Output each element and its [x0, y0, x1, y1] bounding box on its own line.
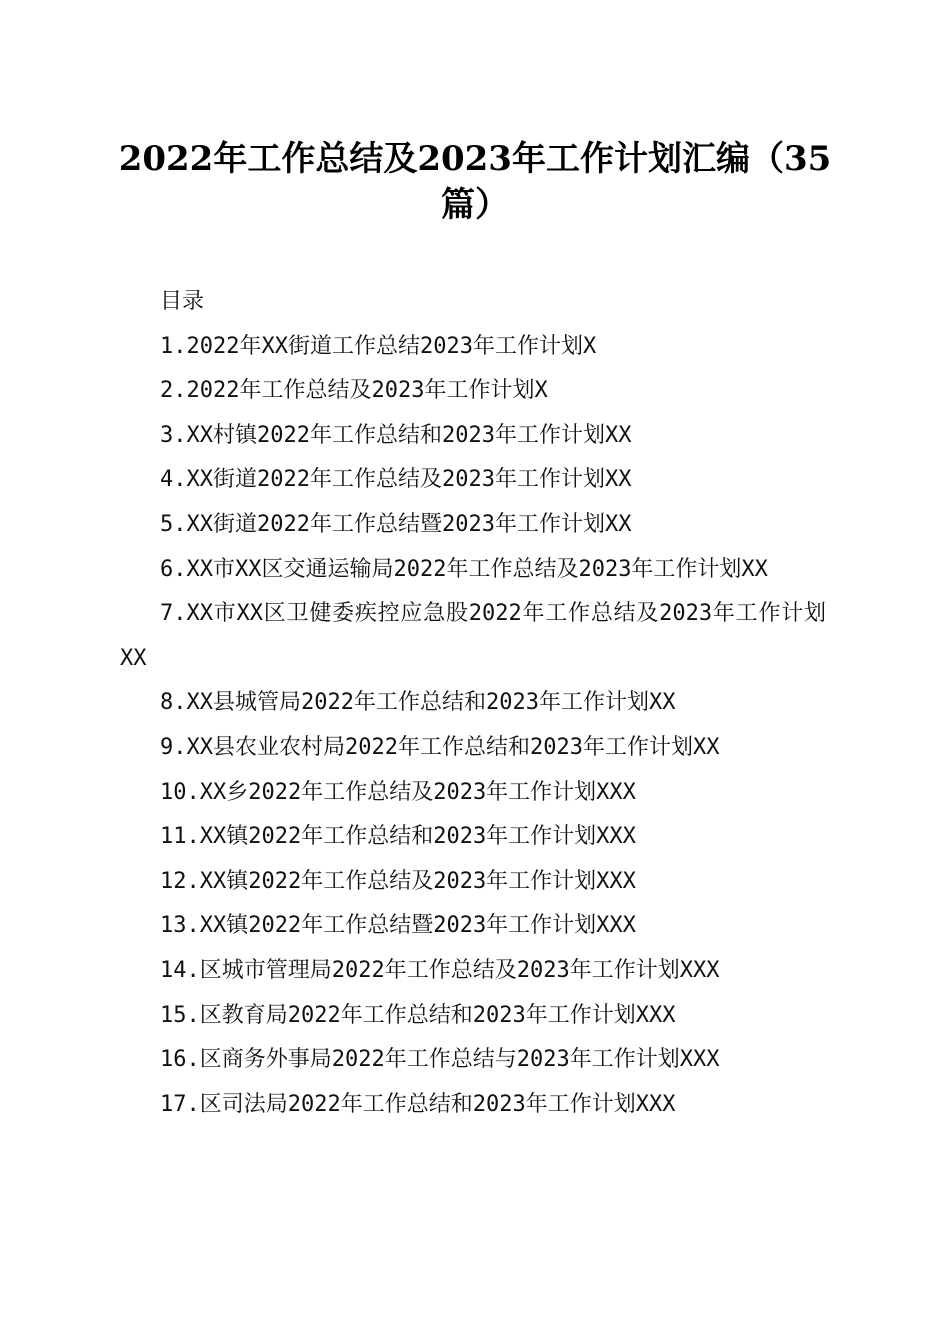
toc-heading: 目录	[160, 289, 205, 314]
toc-item: 6.XX市XX区交通运输局2022年工作总结及2023年工作计划XX	[160, 556, 768, 582]
toc-item: 11.XX镇2022年工作总结和2023年工作计划XXX	[160, 824, 636, 850]
toc-item: 2.2022年工作总结及2023年工作计划X	[160, 378, 548, 404]
toc-item: 5.XX街道2022年工作总结暨2023年工作计划XX	[160, 511, 632, 537]
toc-item: 4.XX街道2022年工作总结及2023年工作计划XX	[160, 467, 632, 493]
toc-item: 9.XX县农业农村局2022年工作总结和2023年工作计划XX	[160, 734, 720, 760]
toc-item: 16.区商务外事局2022年工作总结与2023年工作计划XXX	[160, 1047, 720, 1073]
table-of-contents	[120, 280, 826, 1127]
toc-item: 17.区司法局2022年工作总结和2023年工作计划XXX	[160, 1091, 676, 1117]
toc-item: 10.XX乡2022年工作总结及2023年工作计划XXX	[160, 779, 636, 805]
toc-item: 14.区城市管理局2022年工作总结及2023年工作计划XXX	[160, 957, 720, 983]
toc-item: 12.XX镇2022年工作总结及2023年工作计划XXX	[160, 868, 636, 894]
toc-item: 7.XX市XX区卫健委疾控应急股2022年工作总结及2023年工作计划XX	[120, 601, 826, 671]
toc-item: 15.区教育局2022年工作总结和2023年工作计划XXX	[160, 1002, 676, 1028]
toc-item: 8.XX县城管局2022年工作总结和2023年工作计划XX	[160, 690, 676, 716]
toc-item: 13.XX镇2022年工作总结暨2023年工作计划XXX	[160, 913, 636, 939]
document-title: 2022年工作总结及2023年工作计划汇编（35篇）	[118, 139, 832, 225]
toc-item: 3.XX村镇2022年工作总结和2023年工作计划XX	[160, 422, 632, 448]
toc-item: 1.2022年XX街道工作总结2023年工作计划X	[160, 333, 597, 359]
